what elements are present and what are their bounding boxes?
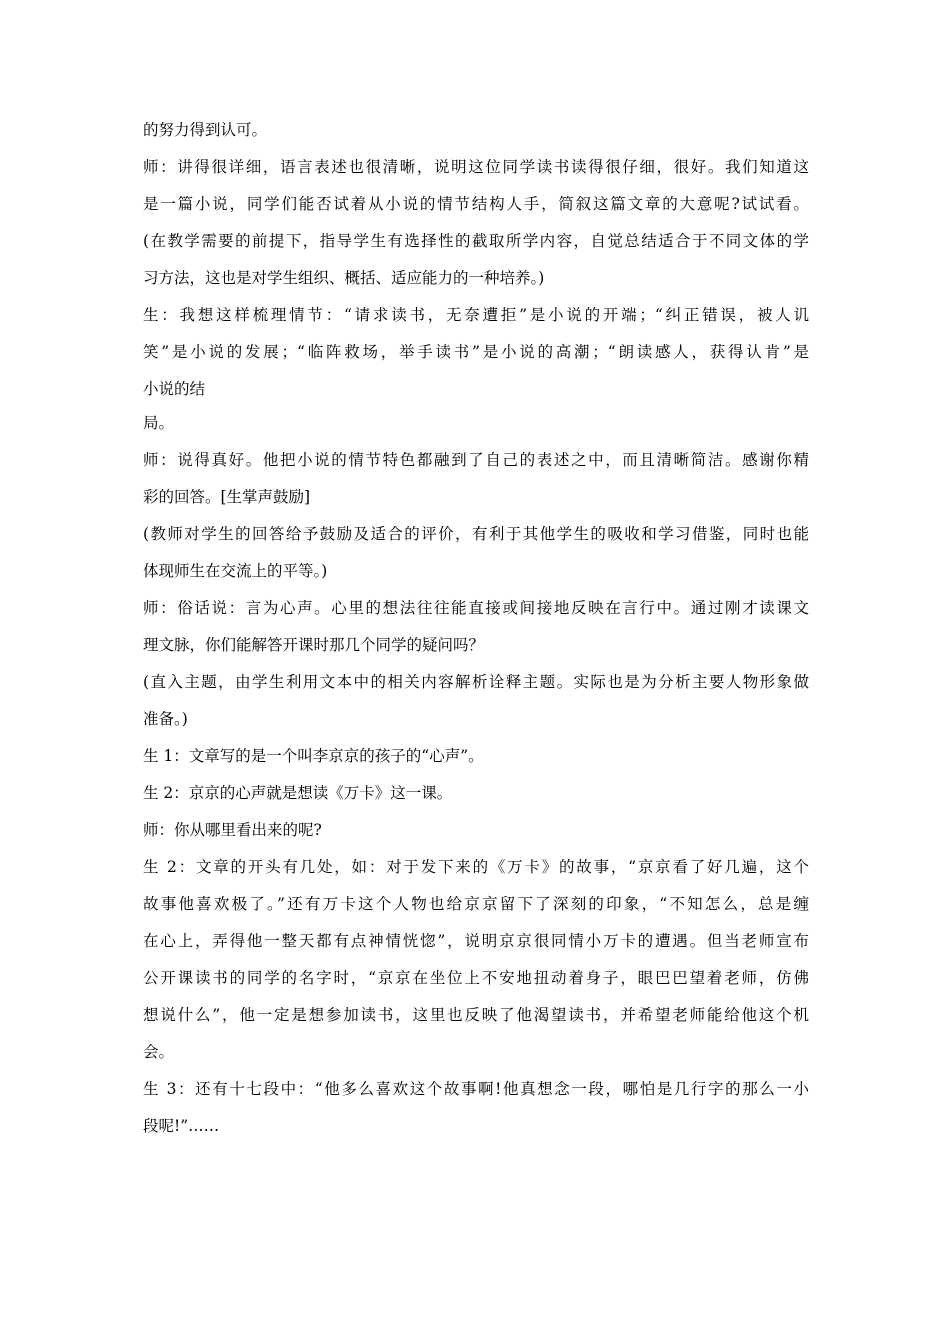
text-line: 彩的回答。[生掌声鼓励] bbox=[143, 488, 311, 506]
text-line: 段呢!”…… bbox=[143, 1117, 220, 1135]
text-line: 会。 bbox=[143, 1043, 175, 1061]
text-line: 公开课读书的同学的名字时，“京京在坐位上不安地扭动着身子，眼巴巴望着老师，仿佛 bbox=[143, 969, 809, 987]
text-line: 局。 bbox=[143, 414, 175, 432]
text-line: 生 2：文章的开头有几处，如：对于发下来的《万卡》的故事，“京京看了好几遍，这个 bbox=[143, 858, 809, 876]
text-line: 生 1：文章写的是一个叫李京京的孩子的“心声”。 bbox=[143, 747, 484, 765]
text-line: 是一篇小说，同学们能否试着从小说的情节结构人手，简叙这篇文章的大意呢?试试看。 bbox=[143, 195, 809, 213]
text-line: 理文脉，你们能解答开课时那几个同学的疑问吗？ bbox=[143, 636, 485, 654]
text-line: 故事他喜欢极了。”还有万卡这个人物也给京京留下了深刻的印象，“不知怎么，总是缠 bbox=[143, 895, 809, 913]
text-line: 习方法，这也是对学生组织、概括、适应能力的一种培养。) bbox=[143, 269, 545, 287]
text-line: 准备。) bbox=[143, 710, 188, 728]
text-line: 笑”是小说的发展；“临阵救场，举手读书”是小说的高潮；“朗读感人，获得认肯”是 bbox=[143, 343, 809, 361]
text-line: 体现师生在交流上的平等。) bbox=[143, 562, 328, 580]
document-body bbox=[143, 120, 809, 1135]
text-line: 小说的结 bbox=[143, 380, 206, 398]
text-line: 的努力得到认可。 bbox=[143, 121, 268, 139]
text-line: 生 3：还有十七段中：“他多么喜欢这个故事啊!他真想念一段，哪怕是几行字的那么一小 bbox=[143, 1080, 809, 1098]
text-line: (教师对学生的回答给予鼓励及适合的评价，有利于其他学生的吸收和学习借鉴，同时也能 bbox=[143, 525, 809, 543]
text-line: (直入主题，由学生利用文本中的相关内容解析诠释主题。实际也是为分析主要人物形象做 bbox=[143, 673, 809, 691]
text-line: 师：你从哪里看出来的呢? bbox=[143, 821, 322, 839]
text-line: (在教学需要的前提下，指导学生有选择性的截取所学内容，自觉总结适合于不同文体的学 bbox=[143, 232, 809, 250]
text-line: 师：讲得很详细，语言表述也很清晰，说明这位同学读书读得很仔细，很好。我们知道这 bbox=[143, 158, 809, 176]
text-line: 师：说得真好。他把小说的情节特色都融到了自己的表述之中，而且清晰简洁。感谢你精 bbox=[143, 451, 809, 469]
text-line: 生：我想这样梳理情节：“请求读书，无奈遭拒”是小说的开端；“纠正错误，被人讥 bbox=[143, 306, 809, 324]
text-line: 生 2：京京的心声就是想读《万卡》这一课。 bbox=[143, 784, 453, 802]
text-line: 师：俗话说：言为心声。心里的想法往往能直接或间接地反映在言行中。通过刚才读课文 bbox=[143, 599, 809, 617]
text-line: 想说什么”，他一定是想参加读书，这里也反映了他渴望读书，并希望老师能给他这个机 bbox=[143, 1006, 809, 1024]
text-line: 在心上，弄得他一整天都有点神情恍惚”，说明京京很同情小万卡的遭遇。但当老师宣布 bbox=[143, 932, 809, 950]
